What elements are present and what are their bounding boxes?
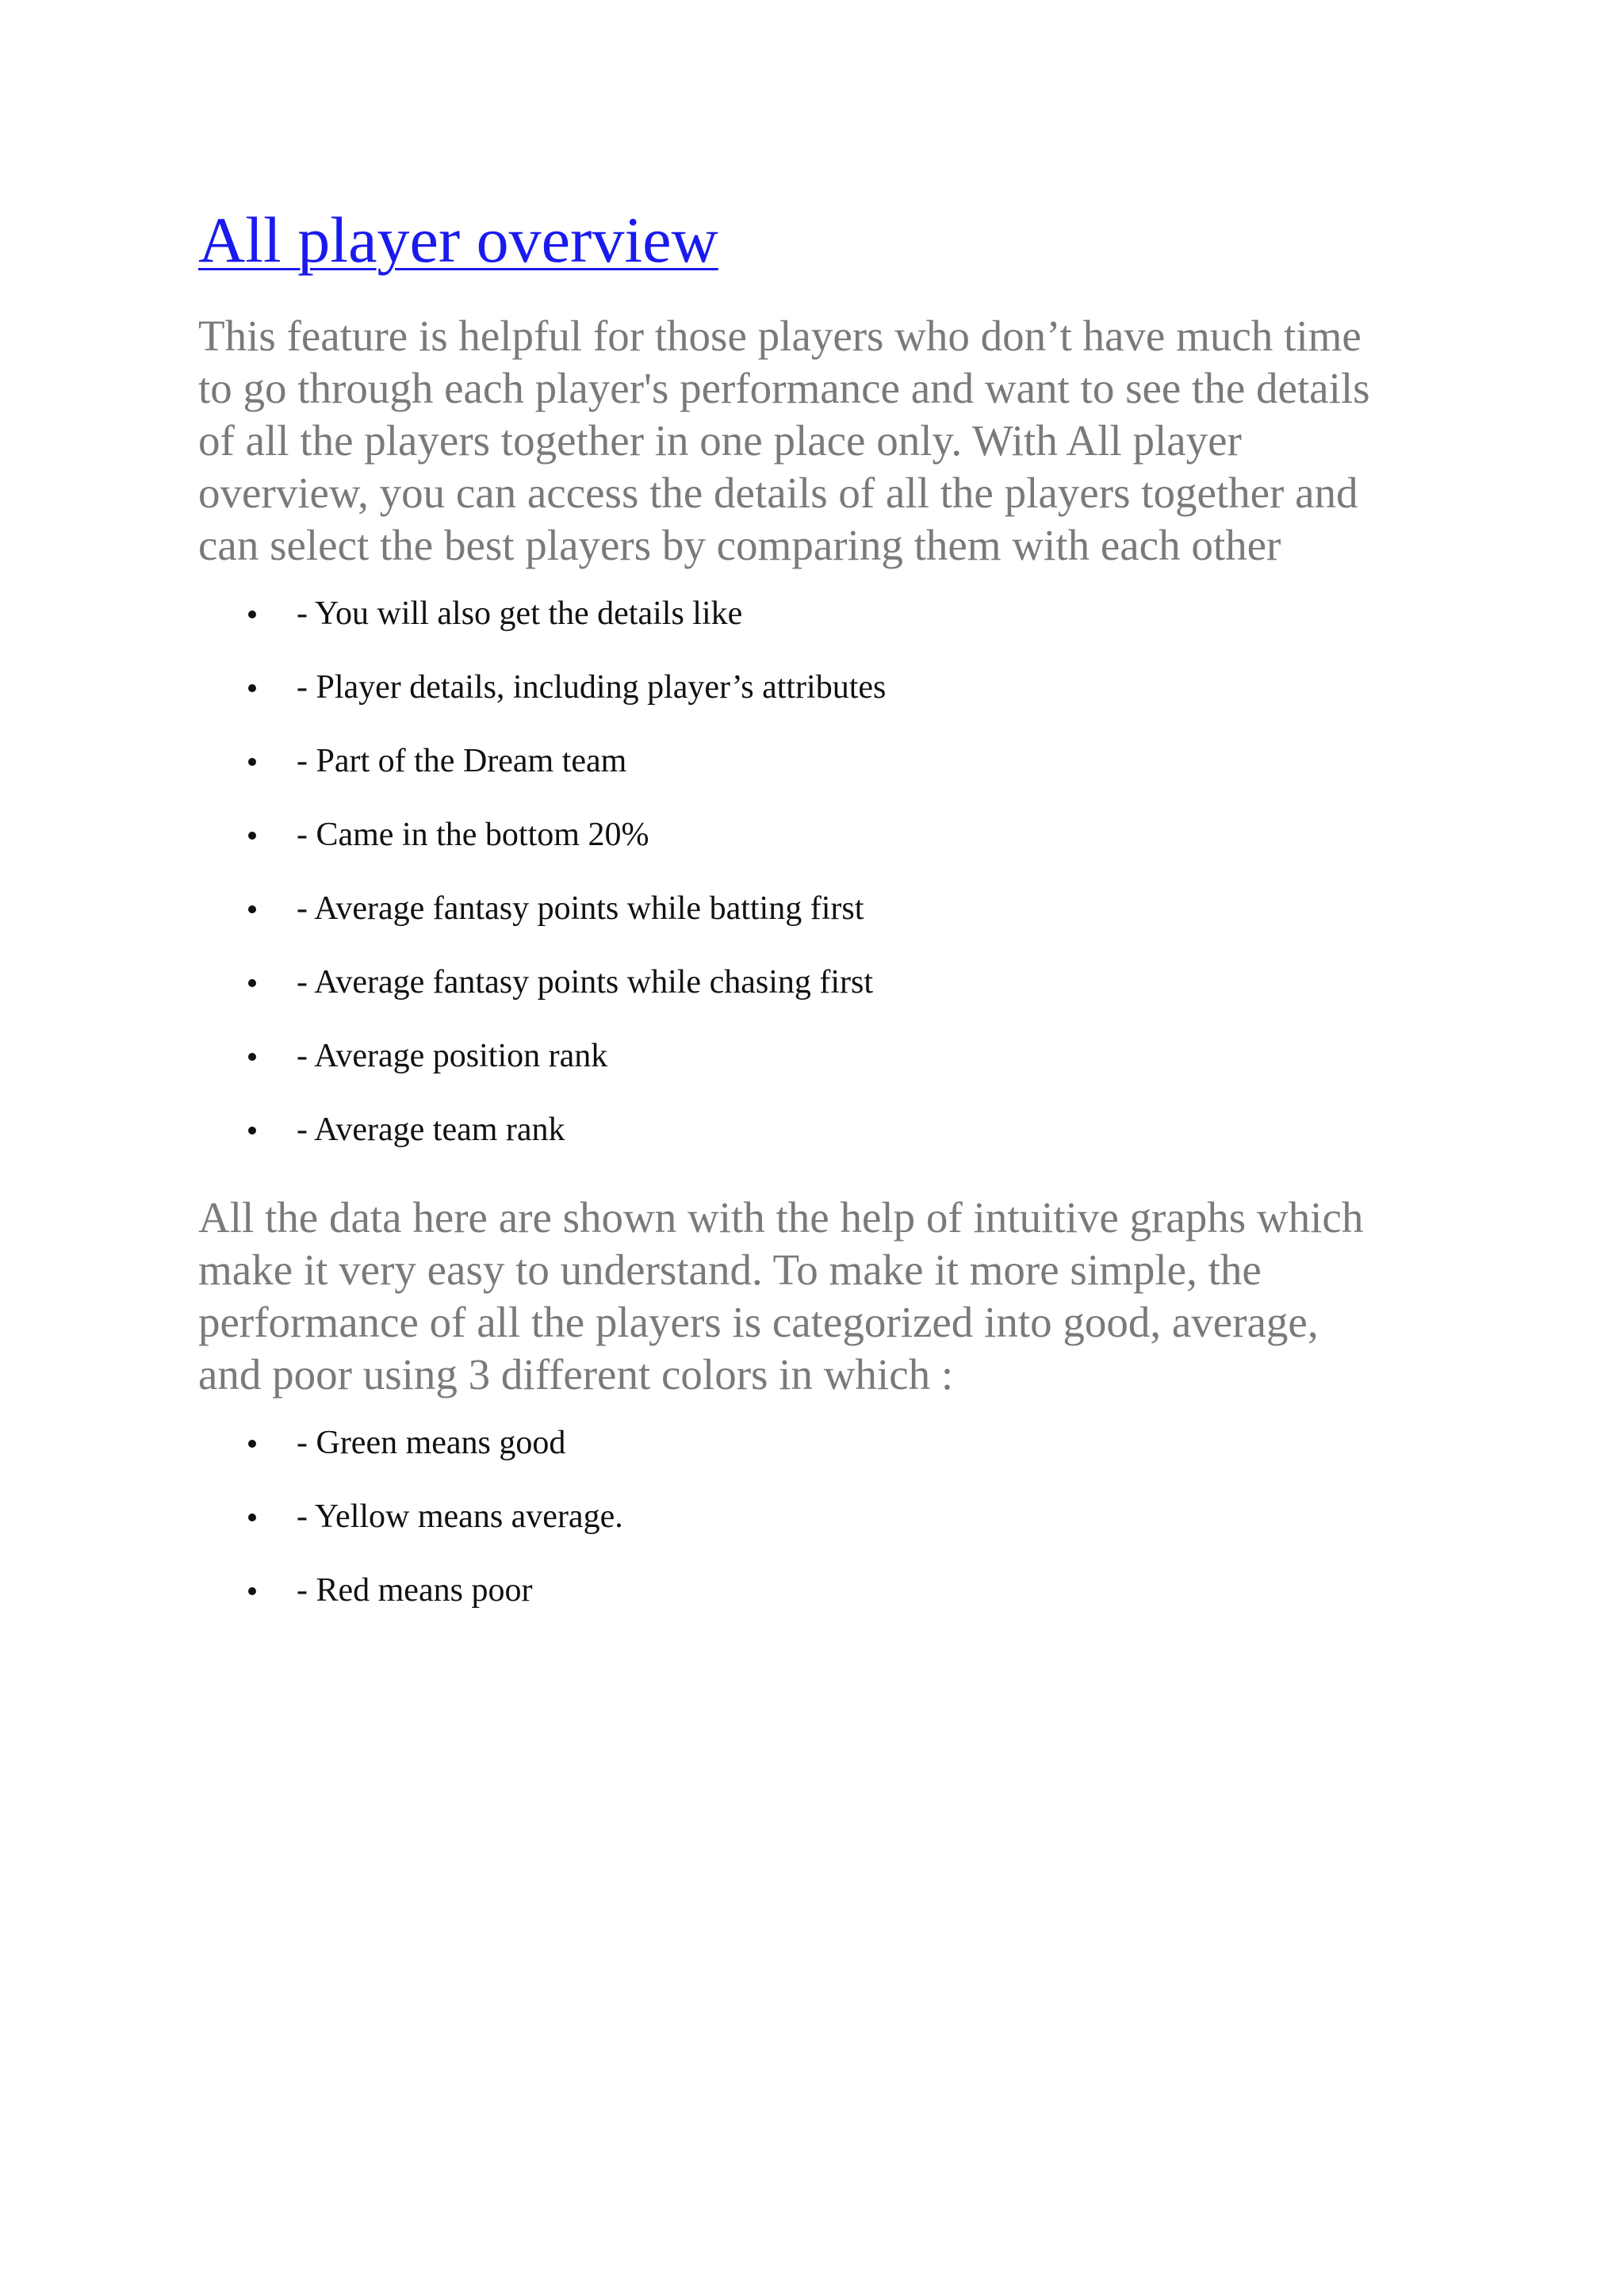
intro-line: of all the players together in one place only. With All player (198, 416, 1242, 465)
list-item-text: - Average fantasy points while chasing first (297, 964, 874, 1001)
bullet-icon (248, 979, 256, 987)
list-item-text: - Average position rank (297, 1038, 608, 1074)
graphs-line: and poor using 3 different colors in which : (198, 1350, 954, 1399)
list-item (198, 668, 1435, 741)
intro-line: overview, you can access the details of all the players together and (198, 469, 1358, 517)
list-item (198, 815, 1435, 889)
color-legend-list (198, 1423, 1435, 1644)
bullet-icon (248, 1587, 256, 1595)
intro-paragraph (198, 310, 1435, 572)
document-page (198, 202, 1435, 1644)
bullet-icon (248, 832, 256, 840)
details-list (198, 594, 1435, 1184)
list-item-text: - Average team rank (297, 1112, 565, 1148)
intro-line: This feature is helpful for those players who don’t have much time (198, 312, 1362, 360)
list-item (198, 1036, 1435, 1110)
bullet-icon (248, 1053, 256, 1061)
graphs-line: make it very easy to understand. To make it more simple, the (198, 1246, 1262, 1294)
list-item (198, 1571, 1435, 1644)
bullet-icon (248, 1513, 256, 1521)
page-title-link[interactable]: All player overview (198, 204, 718, 276)
list-item (198, 889, 1435, 962)
intro-line: can select the best players by comparing them with each other (198, 521, 1281, 569)
bullet-icon (248, 758, 256, 766)
graphs-paragraph (198, 1192, 1435, 1401)
list-item (198, 1497, 1435, 1571)
list-item-text: - Part of the Dream team (297, 743, 627, 779)
list-item-text: - Average fantasy points while batting first (297, 890, 864, 927)
intro-line: to go through each player's performance and want to see the details (198, 364, 1370, 412)
bullet-icon (248, 684, 256, 692)
list-item (198, 1110, 1435, 1184)
bullet-icon (248, 1440, 256, 1448)
graphs-line: performance of all the players is categorized into good, average, (198, 1298, 1319, 1346)
list-item-text: - Came in the bottom 20% (297, 817, 649, 853)
list-item (198, 962, 1435, 1036)
bullet-icon (248, 1127, 256, 1135)
list-item-text: - Player details, including player’s attributes (297, 669, 887, 706)
list-item (198, 741, 1435, 815)
list-item (198, 1423, 1435, 1497)
bullet-icon (248, 905, 256, 913)
list-item-text: - Green means good (297, 1425, 566, 1461)
bullet-icon (248, 610, 256, 618)
list-item-text: - Red means poor (297, 1572, 533, 1609)
list-item (198, 594, 1435, 668)
graphs-line: All the data here are shown with the help of intuitive graphs which (198, 1193, 1364, 1242)
list-item-text: - You will also get the details like (297, 595, 743, 632)
list-item-text: - Yellow means average. (297, 1498, 623, 1535)
